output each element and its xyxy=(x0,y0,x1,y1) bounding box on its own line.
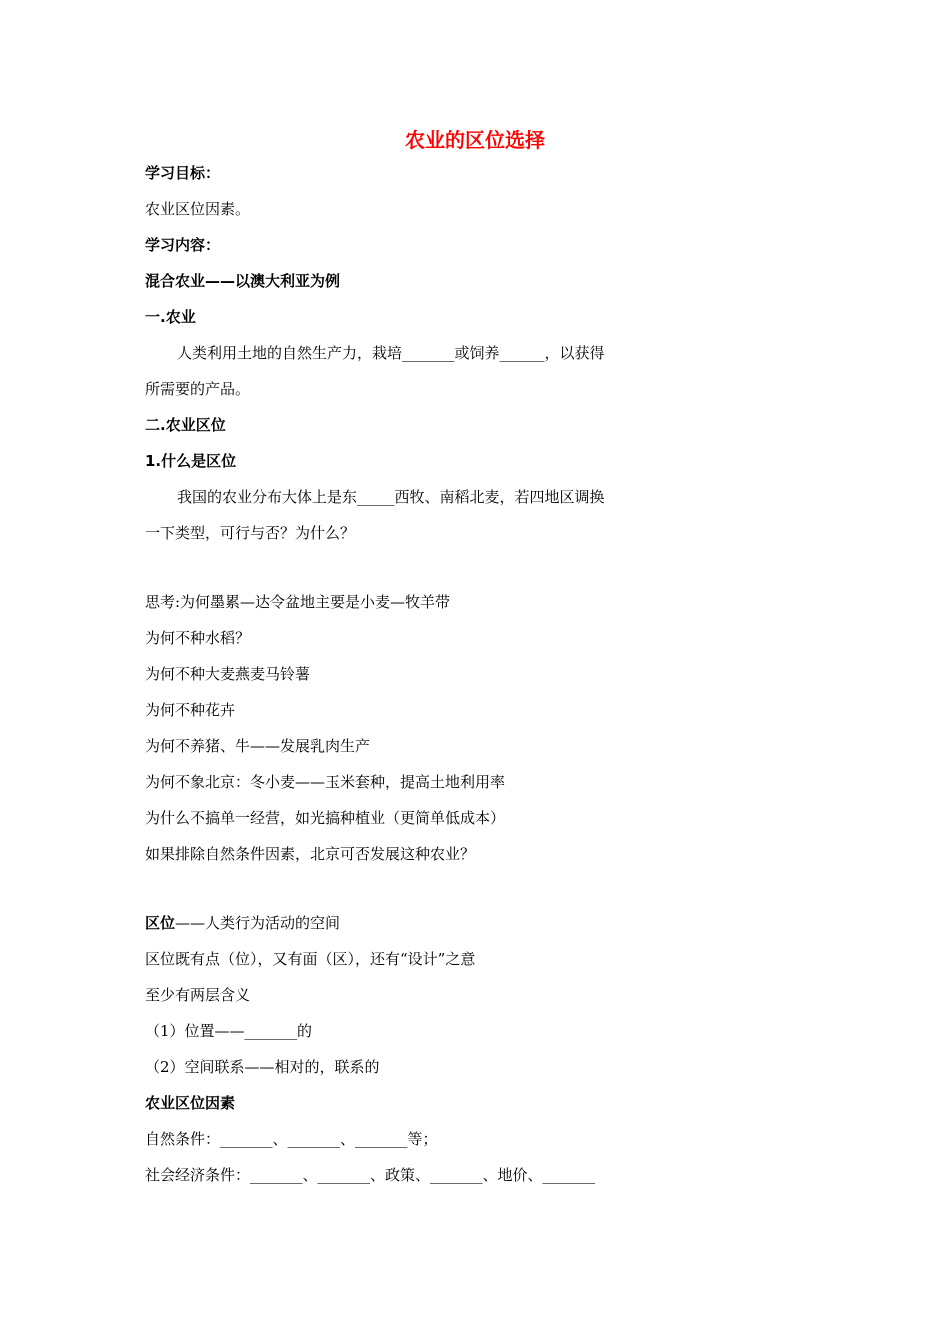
natural-conditions: 自然条件：_______、_______、_______等； xyxy=(145,1130,438,1148)
meaning-2: （2）空间联系——相对的，联系的 xyxy=(145,1058,380,1076)
subsection-1-paragraph-line-2: 一下类型，可行与否？为什么？ xyxy=(145,524,356,542)
think-line: 为何不种大麦燕麦马铃薯 xyxy=(145,665,311,683)
content-heading: 学习内容： xyxy=(145,236,221,254)
think-line: 为何不种水稻？ xyxy=(145,629,251,647)
meaning-1: （1）位置——_______的 xyxy=(145,1022,313,1040)
location-definition-text: ——人类行为活动的空间 xyxy=(175,914,341,932)
think-line: 如果排除自然条件因素，北京可否发展这种农业？ xyxy=(145,845,476,863)
subsection-1-heading: 1.什么是区位 xyxy=(145,452,237,470)
location-term: 区位 xyxy=(145,914,176,932)
think-line: 为何不种花卉 xyxy=(145,701,236,719)
section-2-heading: 二.农业区位 xyxy=(145,416,226,434)
section-1-paragraph-line-2: 所需要的产品。 xyxy=(145,380,251,398)
subsection-1-paragraph-line-1: 我国的农业分布大体上是东_____西牧、南稻北麦，若四地区调换 xyxy=(177,488,605,506)
goal-heading: 学习目标： xyxy=(145,164,221,182)
location-line-3: 至少有两层含义 xyxy=(145,986,251,1004)
subtitle: 混合农业——以澳大利亚为例 xyxy=(145,272,341,290)
think-line: 为何不养猪、牛——发展乳肉生产 xyxy=(145,737,371,755)
think-line: 为什么不搞单一经营，如光搞种植业（更简单低成本） xyxy=(145,809,506,827)
location-line-2: 区位既有点（位），又有面（区），还有“设计”之意 xyxy=(145,950,476,968)
section-1-heading: 一.农业 xyxy=(145,308,196,326)
section-1-paragraph-line-1: 人类利用土地的自然生产力，栽培_______或饲养______，以获得 xyxy=(177,344,605,362)
factors-heading: 农业区位因素 xyxy=(145,1094,236,1112)
think-line: 思考:为何墨累—达令盆地主要是小麦—牧羊带 xyxy=(145,593,451,611)
socio-economic-conditions: 社会经济条件：_______、_______、政策、_______、地价、_______ xyxy=(145,1166,596,1184)
document-title: 农业的区位选择 xyxy=(405,128,545,152)
think-line: 为何不象北京：冬小麦——玉米套种，提高土地利用率 xyxy=(145,773,506,791)
location-definition xyxy=(145,913,340,933)
goal-text: 农业区位因素。 xyxy=(145,200,251,218)
